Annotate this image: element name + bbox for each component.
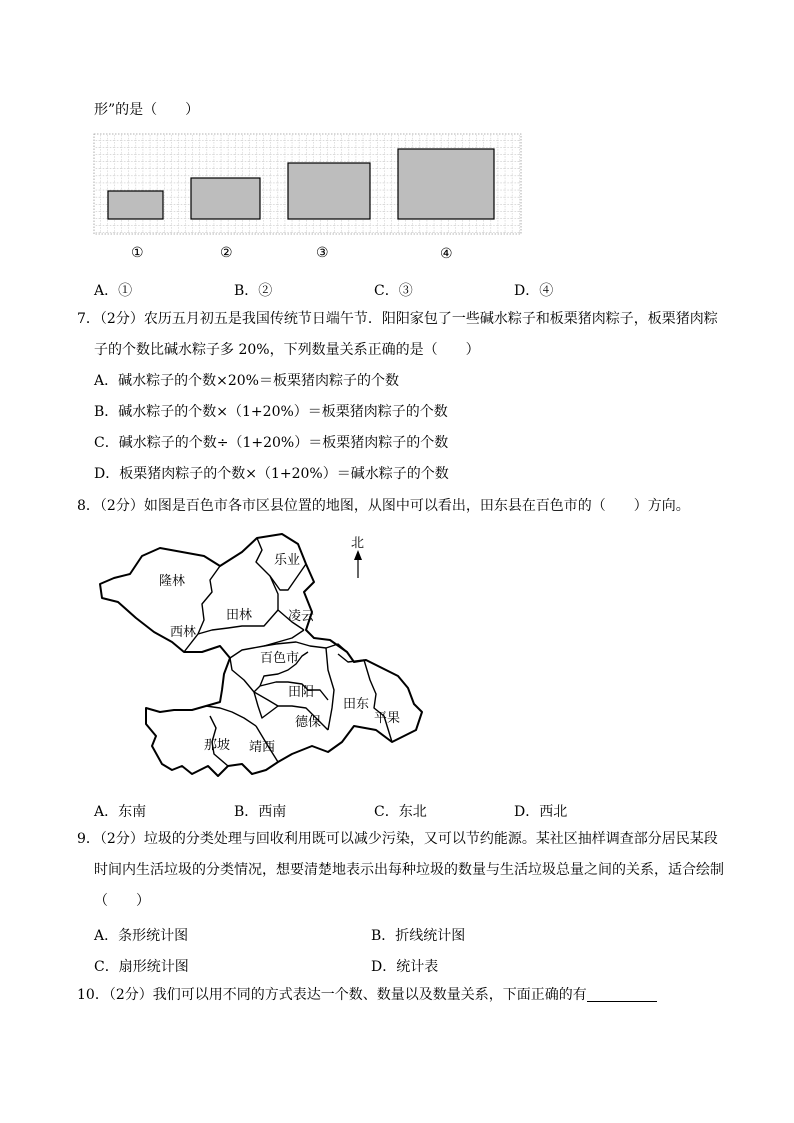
q9-line3: （ ） bbox=[94, 893, 150, 909]
region-pingguo: 平果 bbox=[374, 711, 401, 726]
q10-text: 10．（2分）我们可以用不同的方式表达一个数、数量以及数量关系，下面正确的有 bbox=[77, 987, 587, 1003]
q9-option-d[interactable]: D．统计表 bbox=[371, 959, 439, 975]
rectangle-2 bbox=[191, 178, 260, 219]
rectangle-3 bbox=[288, 163, 370, 219]
region-jingxi: 靖西 bbox=[249, 740, 276, 755]
q10-answer-blank[interactable] bbox=[587, 988, 657, 1002]
figure-label-1: ① bbox=[131, 245, 144, 261]
q8-option-d[interactable]: D．西北 bbox=[514, 804, 568, 820]
north-arrowhead bbox=[354, 550, 362, 560]
q6-stem-tail: 形”的是（ ） bbox=[94, 102, 200, 118]
q9-line1: 9．（2分）垃圾的分类处理与回收利用既可以减少污染，又可以节约能源。某社区抽样调查部分居民某段 bbox=[77, 831, 718, 847]
q9-options-row2 bbox=[94, 956, 648, 976]
region-tiandong: 田东 bbox=[343, 697, 370, 712]
q7-option-c[interactable]: C．碱水粽子的个数÷（1+20%）＝板栗猪肉粽子的个数 bbox=[94, 435, 449, 451]
region-lingyun: 凌云 bbox=[288, 609, 315, 624]
q8-option-c[interactable]: C．东北 bbox=[374, 804, 427, 820]
q8-option-b[interactable]: B．西南 bbox=[234, 804, 287, 820]
q6-option-d[interactable]: D．④ bbox=[514, 283, 554, 299]
q6-option-c[interactable]: C．③ bbox=[374, 283, 413, 299]
q6-option-b[interactable]: B．② bbox=[234, 283, 273, 299]
region-leye: 乐业 bbox=[274, 553, 301, 568]
rectangle-4 bbox=[398, 149, 494, 219]
q6-option-a[interactable]: A．① bbox=[94, 283, 133, 299]
q7-line2: 子的个数比碱水粽子多 20%，下列数量关系正确的是（ ） bbox=[94, 342, 480, 358]
q8-line1: 8．（2分）如图是百色市各市区县位置的地图，从图中可以看出，田东县在百色市的（ ）方向。 bbox=[77, 498, 690, 514]
q7-option-b[interactable]: B．碱水粽子的个数×（1+20%）＝板栗猪肉粽子的个数 bbox=[94, 404, 448, 420]
region-tianlin: 田林 bbox=[226, 608, 253, 623]
north-label: 北 bbox=[351, 536, 365, 551]
figure-label-3: ③ bbox=[316, 245, 329, 261]
region-longlin: 隆林 bbox=[159, 574, 186, 589]
q9-line2: 时间内生活垃圾的分类情况，想要清楚地表示出每种垃圾的数量与生活垃圾总量之间的关系，适合绘制 bbox=[94, 862, 724, 878]
rectangle-1 bbox=[108, 191, 163, 219]
q7-option-a[interactable]: A．碱水粽子的个数×20%＝板栗猪肉粽子的个数 bbox=[94, 373, 399, 389]
q9-option-a[interactable]: A．条形统计图 bbox=[94, 928, 189, 944]
q8-option-a[interactable]: A．东南 bbox=[94, 804, 147, 820]
grid-figure bbox=[93, 133, 523, 238]
region-xilin: 西林 bbox=[170, 625, 197, 640]
figure-label-4: ④ bbox=[440, 246, 453, 262]
q7-option-d[interactable]: D．板栗猪肉粽子的个数×（1+20%）＝碱水粽子的个数 bbox=[94, 466, 449, 482]
figure-label-2: ② bbox=[220, 245, 233, 261]
q10-line1 bbox=[77, 988, 657, 1002]
region-baise: 百色市 bbox=[260, 651, 300, 666]
region-debao: 德保 bbox=[295, 715, 322, 730]
q6-options bbox=[94, 280, 654, 300]
q9-option-c[interactable]: C．扇形统计图 bbox=[94, 959, 189, 975]
q7-line1: 7．（2分）农历五月初五是我国传统节日端午节．阳阳家包了一些碱水粽子和板栗猪肉粽子，板栗猪肉粽 bbox=[77, 311, 718, 327]
q9-option-b[interactable]: B．折线统计图 bbox=[371, 928, 466, 944]
region-tianyang: 田阳 bbox=[288, 685, 315, 700]
region-napo: 那坡 bbox=[204, 738, 231, 753]
q9-options-row1 bbox=[94, 925, 648, 945]
q8-options bbox=[94, 801, 654, 821]
baise-map bbox=[92, 530, 432, 780]
